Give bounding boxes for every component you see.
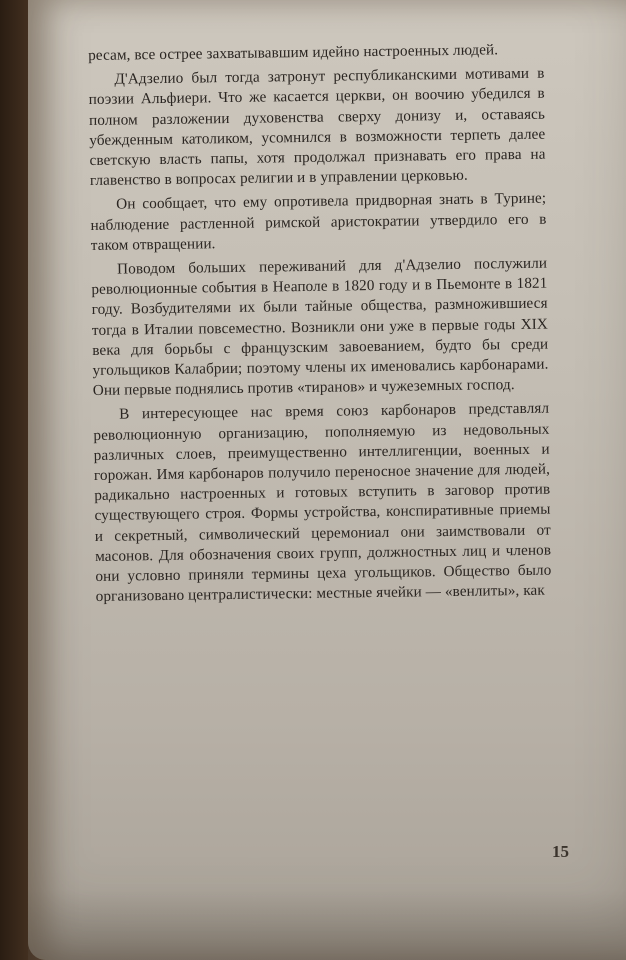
paragraph-1: ресам, все острее захватывавшим идейно настроенных людей. — [88, 41, 499, 64]
page-text — [88, 40, 552, 608]
page-shadow — [28, 890, 626, 960]
paragraph-4: Поводом больших переживаний для д'Адзелио послужили революционные события в Неаполе в 1820 году и в Пьемонте в 1821 году. Возбудителями их были тайные общества, размножившиеся тогда в Италии повсеместно. Возникли они уже в первые годы XIX века для борьбы с французским завоеванием, будто бы среди угольщиков Калабрии; поэтому члены их именовались карбонарами. Они первые поднялись против «тиранов» и чужеземных господ. — [91, 254, 549, 400]
page-number: 15 — [552, 842, 569, 861]
paragraph-3: Он сообщает, что ему опротивела придворная знать в Турине; наблюдение растленной римской аристократии утвердило его в таком отвращении. — [90, 190, 547, 254]
paragraph-2: Д'Адзелио был тогда затронут республиканскими мотивами в поэзии Альфиери. Что же касается церкви, он воочию убедился в полном разложении духовенства сверху донизу и, оставаясь убежденным католиком, усомнился в возможности терпеть далее светскую власть папы, хотя продолжал признавать его права на главенство в вопросах религии и в управлении церковью. — [88, 64, 546, 190]
paragraph-5: В интересующее нас время союз карбонаров представлял революционную организацию, пополняемую из недовольных различных слоев, преимущественно интеллигенции, военных и горожан. Имя карбонаров получило переносное значение для людей, радикально настроенных и готовых вступить в заговор против существующего строя. Формы устройства, конспиративные приемы и секретный, символический церемониал они заимствовали от масонов. Для обозначения своих групп, должностных лиц и членов они условно приняли термины цеха угольщиков. Общество было организовано централистически: местные ячейки — «венлиты», как — [93, 400, 552, 606]
book-page — [28, 0, 626, 960]
